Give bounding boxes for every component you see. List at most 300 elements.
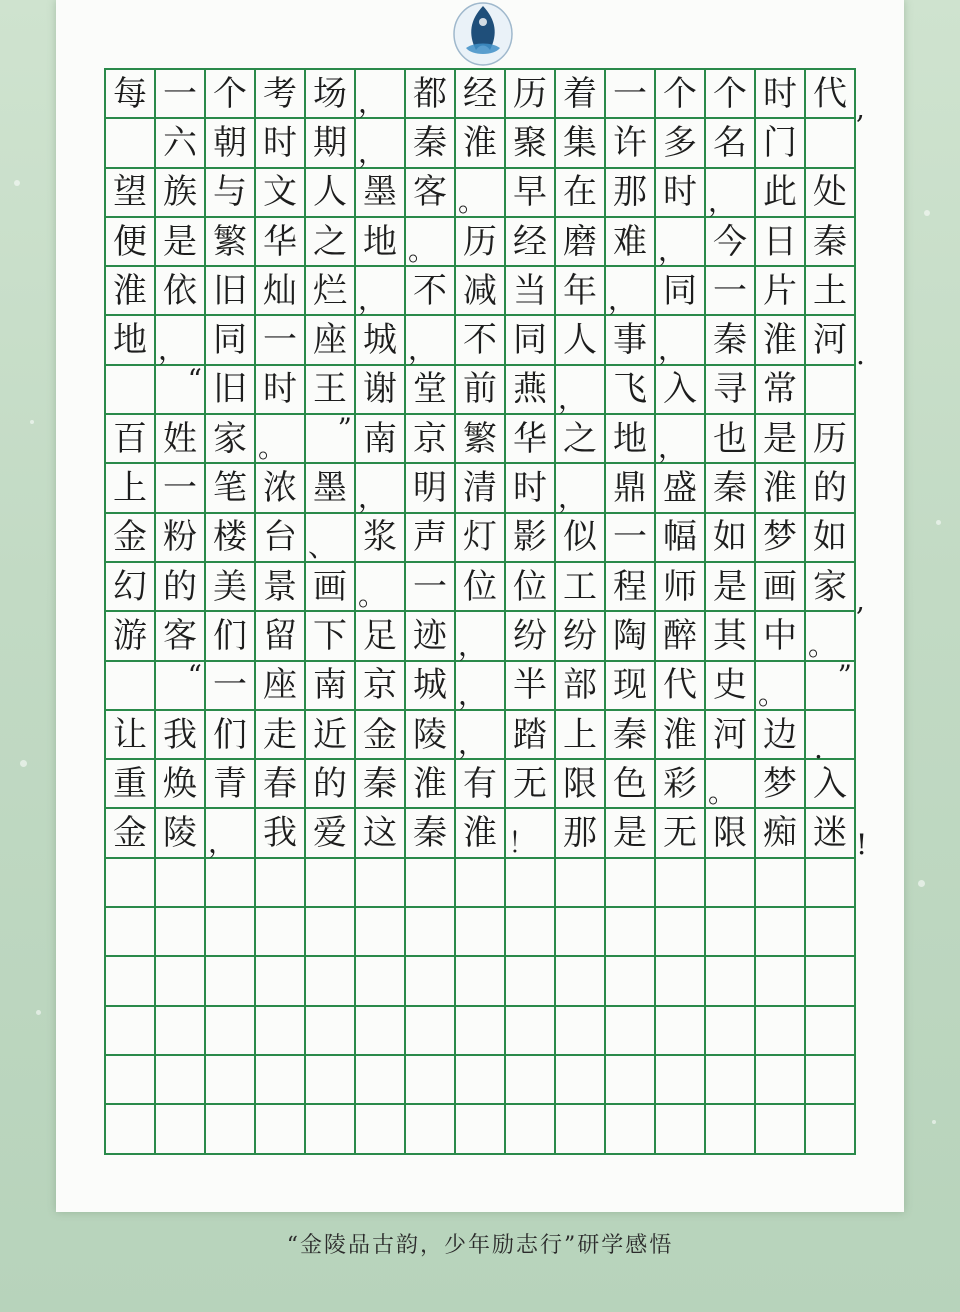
grid-cell [706,957,756,1006]
grid-character: 游 [106,612,156,661]
grid-character: 下 [306,612,356,661]
grid-character: 现 [606,662,656,711]
grid-character: 上 [556,711,606,760]
grid-character: 历 [456,218,506,267]
grid-character: 纷 [506,612,556,661]
grid-character: 时 [656,169,706,218]
background-dot [918,880,925,887]
grid-cell [206,859,256,908]
grid-cell [256,859,306,908]
grid-character: 中 [756,612,806,661]
grid-character: 南 [356,415,406,464]
grid-cell [706,1007,756,1056]
grid-character: 每 [106,70,156,119]
grid-character: 人 [556,316,606,365]
grid-character: ， [556,366,606,415]
grid-cell [106,366,156,415]
grid-cell [306,1056,356,1105]
grid-character: 六 [156,119,206,168]
grid-character: 。 [356,563,406,612]
grid-character: 华 [506,415,556,464]
grid-cell [506,1105,556,1154]
grid-character: 似 [556,514,606,563]
grid-character: 年 [556,267,606,316]
grid-character: 土 [806,267,856,316]
grid-cell [756,957,806,1006]
grid-character: 美 [206,563,256,612]
grid-cell [306,957,356,1006]
grid-cell [706,1105,756,1154]
grid-character: ， [556,464,606,513]
grid-character: 是 [606,809,656,858]
grid-cell [256,1105,306,1154]
grid-character: 城 [356,316,406,365]
grid-character: 同 [656,267,706,316]
grid-character: 秦 [406,809,456,858]
background-dot [924,210,930,216]
grid-character: ， [656,316,706,365]
grid-character: 淮 [456,809,506,858]
grid-cell [106,1056,156,1105]
grid-cell [406,1056,456,1105]
grid-cell [806,1007,856,1056]
grid-character: 个 [706,70,756,119]
grid-character: 如 [706,514,756,563]
grid-character: 声 [406,514,456,563]
background-dot [936,520,941,525]
grid-character: 考 [256,70,306,119]
grid-cell [806,957,856,1006]
grid-character: 望 [106,169,156,218]
grid-character: 旧 [206,366,256,415]
grid-cell [606,1056,656,1105]
grid-character: 那 [606,169,656,218]
grid-character: 之 [556,415,606,464]
grid-cell [556,1056,606,1105]
grid-cell [506,1007,556,1056]
grid-character: 半 [506,662,556,711]
grid-character: 楼 [206,514,256,563]
grid-cell [606,908,656,957]
grid-cell [656,1007,706,1056]
grid-character: 幅 [656,514,706,563]
grid-character: 迹 [406,612,456,661]
grid-character: 灯 [456,514,506,563]
grid-character: 盛 [656,464,706,513]
grid-character: 时 [256,119,306,168]
grid-character: 淮 [406,760,456,809]
grid-character: 。 [806,612,856,661]
grid-character: 墨 [356,169,406,218]
grid-cell [156,1007,206,1056]
grid-character: 一 [606,514,656,563]
grid-character: ， [356,464,406,513]
grid-character: 师 [656,563,706,612]
grid-cell [456,957,506,1006]
grid-character: 鼎 [606,464,656,513]
grid-cell [306,1007,356,1056]
grid-character: 们 [206,612,256,661]
grid-cell [456,859,506,908]
grid-character: 家 [806,563,856,612]
grid-character: 焕 [156,760,206,809]
overflow-punctuation: , [856,584,865,617]
grid-character: 时 [256,366,306,415]
grid-character: 一 [156,70,206,119]
grid-cell [156,859,206,908]
grid-character: 事 [606,316,656,365]
grid-cell [206,908,256,957]
grid-character: 期 [306,119,356,168]
grid-character: 不 [406,267,456,316]
grid-character: 如 [806,514,856,563]
grid-character: 灿 [256,267,306,316]
grid-character: 繁 [206,218,256,267]
grid-cell [806,1056,856,1105]
grid-character: 都 [406,70,456,119]
grid-character: ！ [506,809,556,858]
grid-character: 金 [106,809,156,858]
grid-character: 历 [506,70,556,119]
grid-character: 一 [406,563,456,612]
grid-cell [606,957,656,1006]
grid-character: ， [656,218,706,267]
grid-character: 城 [406,662,456,711]
grid-character: 。 [406,218,456,267]
grid-character: 一 [156,464,206,513]
grid-character: ， [656,415,706,464]
grid-cell [756,908,806,957]
grid-cell [206,1105,256,1154]
grid-character: 减 [456,267,506,316]
grid-cell [806,908,856,957]
grid-character: 是 [756,415,806,464]
grid-character: 近 [306,711,356,760]
grid-character: 与 [206,169,256,218]
grid-character: 痴 [756,809,806,858]
grid-cell [356,1105,406,1154]
grid-cell [406,908,456,957]
grid-character: 位 [506,563,556,612]
grid-character: 让 [106,711,156,760]
grid-character: 史 [706,662,756,711]
grid-character: 个 [656,70,706,119]
grid-character: 秦 [806,218,856,267]
grid-character: 爱 [306,809,356,858]
grid-character: 着 [556,70,606,119]
grid-character: 京 [356,662,406,711]
grid-character: 入 [656,366,706,415]
grid-cell [656,957,706,1006]
grid-character: 淮 [456,119,506,168]
grid-cell [156,908,206,957]
grid-character: 春 [256,760,306,809]
grid-character: 秦 [706,316,756,365]
grid-character: 淮 [756,464,806,513]
grid-character: 青 [206,760,256,809]
grid-cell [656,908,706,957]
grid-character: 重 [106,760,156,809]
grid-character: 朝 [206,119,256,168]
grid-character: 文 [256,169,306,218]
grid-character: ， [356,119,406,168]
grid-cell [756,1105,806,1154]
grid-cell [306,908,356,957]
grid-character: 笔 [206,464,256,513]
writing-grid [104,68,856,1155]
grid-character: 河 [806,316,856,365]
grid-cell [406,859,456,908]
grid-character: ， [456,612,506,661]
grid-character: 华 [256,218,306,267]
grid-character: 秦 [406,119,456,168]
grid-character: 一 [206,662,256,711]
grid-character: 台 [256,514,306,563]
grid-character: 此 [756,169,806,218]
grid-cell [506,1056,556,1105]
grid-cell [556,957,606,1006]
grid-cell [306,1105,356,1154]
grid-character: 名 [706,119,756,168]
grid-character: 经 [506,218,556,267]
grid-character: 许 [606,119,656,168]
grid-character: ， [606,267,656,316]
grid-character: 场 [306,70,356,119]
grid-cell [656,1056,706,1105]
grid-cell [406,1007,456,1056]
grid-character: 寻 [706,366,756,415]
grid-character: 醉 [656,612,706,661]
grid-character: 的 [806,464,856,513]
grid-character: 工 [556,563,606,612]
overflow-punctuation: ! [856,828,868,861]
grid-cell [606,1007,656,1056]
overflow-punctuation: . [814,732,823,765]
grid-cell [756,1007,806,1056]
grid-character: 在 [556,169,606,218]
grid-cell [106,908,156,957]
grid-character: 一 [606,70,656,119]
grid-character: 浆 [356,514,406,563]
grid-cell [456,1056,506,1105]
grid-character: 经 [456,70,506,119]
grid-character: 燕 [506,366,556,415]
grid-character: 今 [706,218,756,267]
grid-character: 地 [606,415,656,464]
grid-cell [156,1105,206,1154]
grid-character: 的 [156,563,206,612]
grid-character: 秦 [706,464,756,513]
grid-character: 代 [806,70,856,119]
grid-character: 。 [256,415,306,464]
grid-cell [406,1105,456,1154]
grid-character: 踏 [506,711,556,760]
grid-cell [506,957,556,1006]
grid-character: “ [156,662,206,711]
grid-character: 明 [406,464,456,513]
grid-character: 旧 [206,267,256,316]
grid-character: 清 [456,464,506,513]
grid-cell [256,908,306,957]
grid-character: 足 [356,612,406,661]
grid-character: 前 [456,366,506,415]
grid-character: 梦 [756,514,806,563]
grid-character: 其 [706,612,756,661]
grid-cell [556,1007,606,1056]
grid-character: 留 [256,612,306,661]
grid-character: 们 [206,711,256,760]
grid-character: 走 [256,711,306,760]
grid-character: 之 [306,218,356,267]
grid-character: 淮 [756,316,806,365]
grid-cell [756,859,806,908]
grid-character: 日 [756,218,806,267]
grid-character: 淮 [106,267,156,316]
grid-cell [406,957,456,1006]
grid-character: 色 [606,760,656,809]
grid-character: 陶 [606,612,656,661]
grid-character: 浓 [256,464,306,513]
background-dot [14,180,20,186]
grid-character: 一 [706,267,756,316]
grid-character: 梦 [756,760,806,809]
grid-character: 人 [306,169,356,218]
grid-cell [806,859,856,908]
grid-character: 多 [656,119,706,168]
grid-character: ” [806,662,856,711]
grid-character: 个 [206,70,256,119]
grid-cell [256,1007,306,1056]
grid-cell [356,957,406,1006]
grid-cell [156,957,206,1006]
grid-character: 画 [756,563,806,612]
grid-character: 磨 [556,218,606,267]
grid-cell [706,859,756,908]
grid-character: 不 [456,316,506,365]
grid-cell [356,1007,406,1056]
overflow-punctuation: , [856,92,865,125]
grid-character: 秦 [356,760,406,809]
grid-character: 上 [106,464,156,513]
grid-character: 部 [556,662,606,711]
grid-character: 陵 [406,711,456,760]
grid-character: 堂 [406,366,456,415]
grid-cell [806,1105,856,1154]
grid-character: 座 [256,662,306,711]
grid-cell [706,908,756,957]
grid-character: 同 [206,316,256,365]
grid-cell [106,859,156,908]
grid-character: ， [406,316,456,365]
grid-character: 彩 [656,760,706,809]
grid-cell [756,1056,806,1105]
grid-character: 集 [556,119,606,168]
grid-cell [706,1056,756,1105]
grid-cell [506,859,556,908]
school-logo-icon [452,0,514,66]
grid-character: 常 [756,366,806,415]
grid-character: 时 [756,70,806,119]
grid-character: 无 [656,809,706,858]
grid-cell [256,957,306,1006]
grid-character: 纷 [556,612,606,661]
grid-character: 粉 [156,514,206,563]
grid-cell [356,859,406,908]
grid-character: 这 [356,809,406,858]
grid-cell [806,119,856,168]
grid-character: 客 [156,612,206,661]
grid-cell [456,1105,506,1154]
grid-character: 处 [806,169,856,218]
grid-character: 南 [306,662,356,711]
grid-character: 影 [506,514,556,563]
grid-cell [606,859,656,908]
grid-character: 我 [256,809,306,858]
grid-cell [606,1105,656,1154]
grid-character: 入 [806,760,856,809]
grid-character: 淮 [656,711,706,760]
grid-cell [156,1056,206,1105]
grid-character: 、 [306,514,356,563]
grid-character: 地 [106,316,156,365]
grid-character: 历 [806,415,856,464]
grid-cell [656,859,706,908]
grid-character: ， [356,267,406,316]
grid-character: 那 [556,809,606,858]
grid-character: 时 [506,464,556,513]
grid-character: 谢 [356,366,406,415]
grid-cell [556,1105,606,1154]
grid-character: 画 [306,563,356,612]
grid-cell [556,859,606,908]
grid-character: 幻 [106,563,156,612]
grid-character: 边 [756,711,806,760]
grid-character: 繁 [456,415,506,464]
grid-character: 无 [506,760,556,809]
grid-character: 也 [706,415,756,464]
grid-character: 是 [156,218,206,267]
grid-character: 飞 [606,366,656,415]
grid-cell [106,1105,156,1154]
grid-character: 早 [506,169,556,218]
grid-character: 一 [256,316,306,365]
grid-character: 景 [256,563,306,612]
grid-character: 百 [106,415,156,464]
grid-character: 代 [656,662,706,711]
footer-caption: “金陵品古韵，少年励志行”研学感悟 [286,1233,674,1258]
grid-character: 座 [306,316,356,365]
grid-character: 位 [456,563,506,612]
grid-character: 金 [356,711,406,760]
grid-character: 我 [156,711,206,760]
background-dot [30,420,34,424]
grid-character: 京 [406,415,456,464]
background-dot [20,760,27,767]
grid-character: 的 [306,760,356,809]
grid-character: 难 [606,218,656,267]
grid-cell [256,1056,306,1105]
grid-cell [106,119,156,168]
grid-character: 聚 [506,119,556,168]
grid-cell [206,1007,256,1056]
grid-character: 。 [456,169,506,218]
grid-character: 地 [356,218,406,267]
grid-cell [206,957,256,1006]
grid-cell [556,908,606,957]
grid-character: ， [456,662,506,711]
background-dot [36,1010,41,1015]
grid-character: 同 [506,316,556,365]
